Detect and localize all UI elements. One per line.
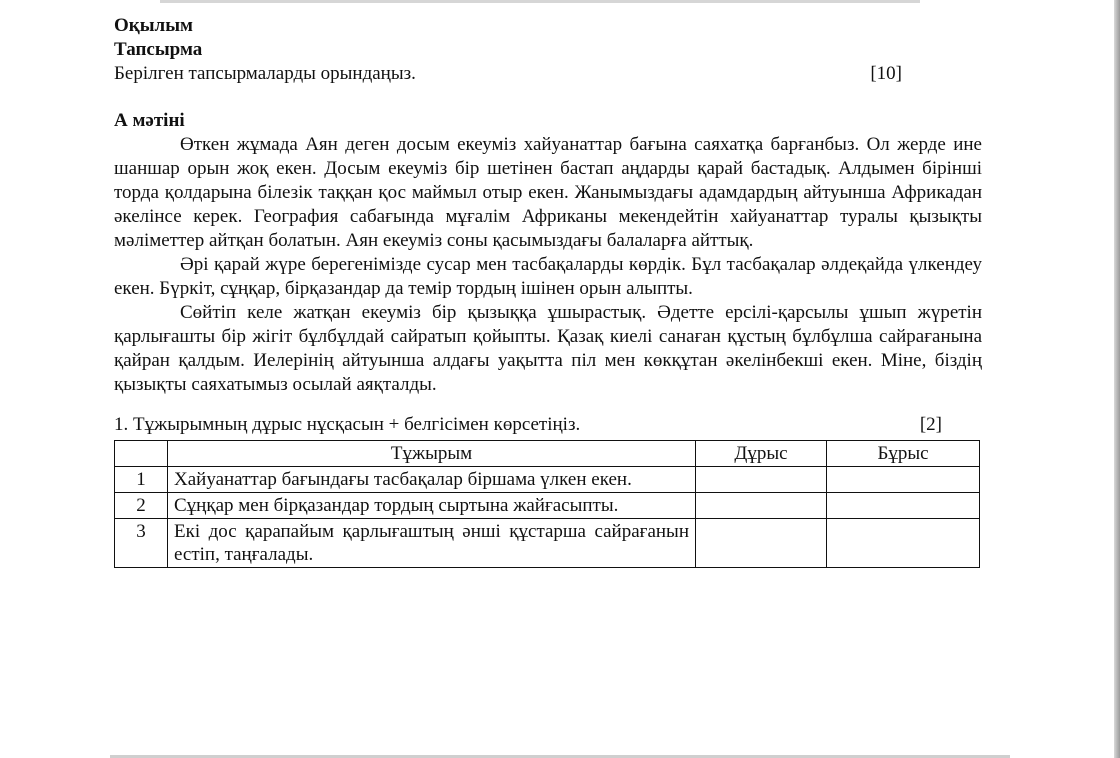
false-column-header: Бұрыс (827, 441, 980, 467)
page-edge-shadow (1114, 0, 1120, 758)
statement-table (114, 440, 980, 568)
statement-text: Хайуанаттар бағындағы тасбақалар біршама үлкен екен. (168, 467, 696, 493)
text-title: А мәтіні (114, 110, 185, 131)
instruction-text: Берілген тапсырмаларды орындаңыз. (114, 63, 416, 84)
true-column-header: Дұрыс (696, 441, 827, 467)
true-answer-cell[interactable] (696, 519, 827, 568)
section-heading: Оқылым (114, 15, 193, 36)
text-paragraph: Өткен жұмада Аян деген досым екеуміз хайуанаттар бағына саяхатқа барғанбыз. Ол жерде ине шаншар орын жоқ екен. Досым екеуміз бір шетінен бастап аңдарды қарай бастадық. Алдымен бірінші торда қолдарына білезік таққан қос маймыл отыр екен. Жанымыздағы адамдардың айтуынша Африкадан әкелінсе керек. География сабағында мұғалім Африканы мекендейтін хайуанаттар туралы қызықты мәліметтер айтқан болатын. Аян екеуміз соны қасымыздағы балаларға айттық. (114, 134, 982, 251)
table-row (115, 467, 980, 493)
row-number: 3 (115, 519, 168, 568)
table-header-row (115, 441, 980, 467)
true-answer-cell[interactable] (696, 467, 827, 493)
true-answer-cell[interactable] (696, 493, 827, 519)
statement-text: Екі дос қарапайым қарлығаштың әнші құстарша сайрағанын естіп, таңғалады. (168, 519, 696, 568)
row-number: 1 (115, 467, 168, 493)
task-1-points: [2] (919, 414, 942, 435)
top-edge-line (160, 0, 920, 3)
task-1-header (114, 413, 942, 437)
false-answer-cell[interactable] (827, 519, 980, 568)
false-answer-cell[interactable] (827, 493, 980, 519)
total-points: [10] (870, 63, 902, 84)
table-row (115, 519, 980, 568)
statement-column-header: Тұжырым (168, 441, 696, 467)
row-number: 2 (115, 493, 168, 519)
text-paragraph: Сөйтіп келе жатқан екеуміз бір қызыққа ұшырастық. Әдетте ерсілі-қарсылы ұшып жүретін қарлығашты бір жігіт бұлбұлдай сайратып қойыпты. Қазақ киелі санаған құстың бұлбұлша сайрағанына қайран қалдым. Иелерінің айтуынша алдағы уақытта піл мен көкқұтан әкелінбекші екен. Міне, біздің қызықты саяхатымыз осылай аяқталды. (114, 302, 982, 395)
text-paragraph: Әрі қарай жүре берегенімізде сусар мен тасбақаларды көрдік. Бұл тасбақалар әлдеқайда үлкендеу екен. Бүркіт, сұңқар, бірқазандар да темір тордың ішінен орын алыпты. (114, 254, 982, 299)
statement-text: Сұңқар мен бірқазандар тордың сыртына жайғасыпты. (168, 493, 696, 519)
task-heading: Тапсырма (114, 39, 203, 60)
instruction-row (114, 62, 902, 86)
table-row (115, 493, 980, 519)
false-answer-cell[interactable] (827, 467, 980, 493)
document-content (114, 14, 982, 568)
task-1-prompt: 1. Тұжырымның дұрыс нұсқасын + белгісімен көрсетіңіз. (114, 414, 581, 435)
number-column-header (115, 441, 168, 467)
